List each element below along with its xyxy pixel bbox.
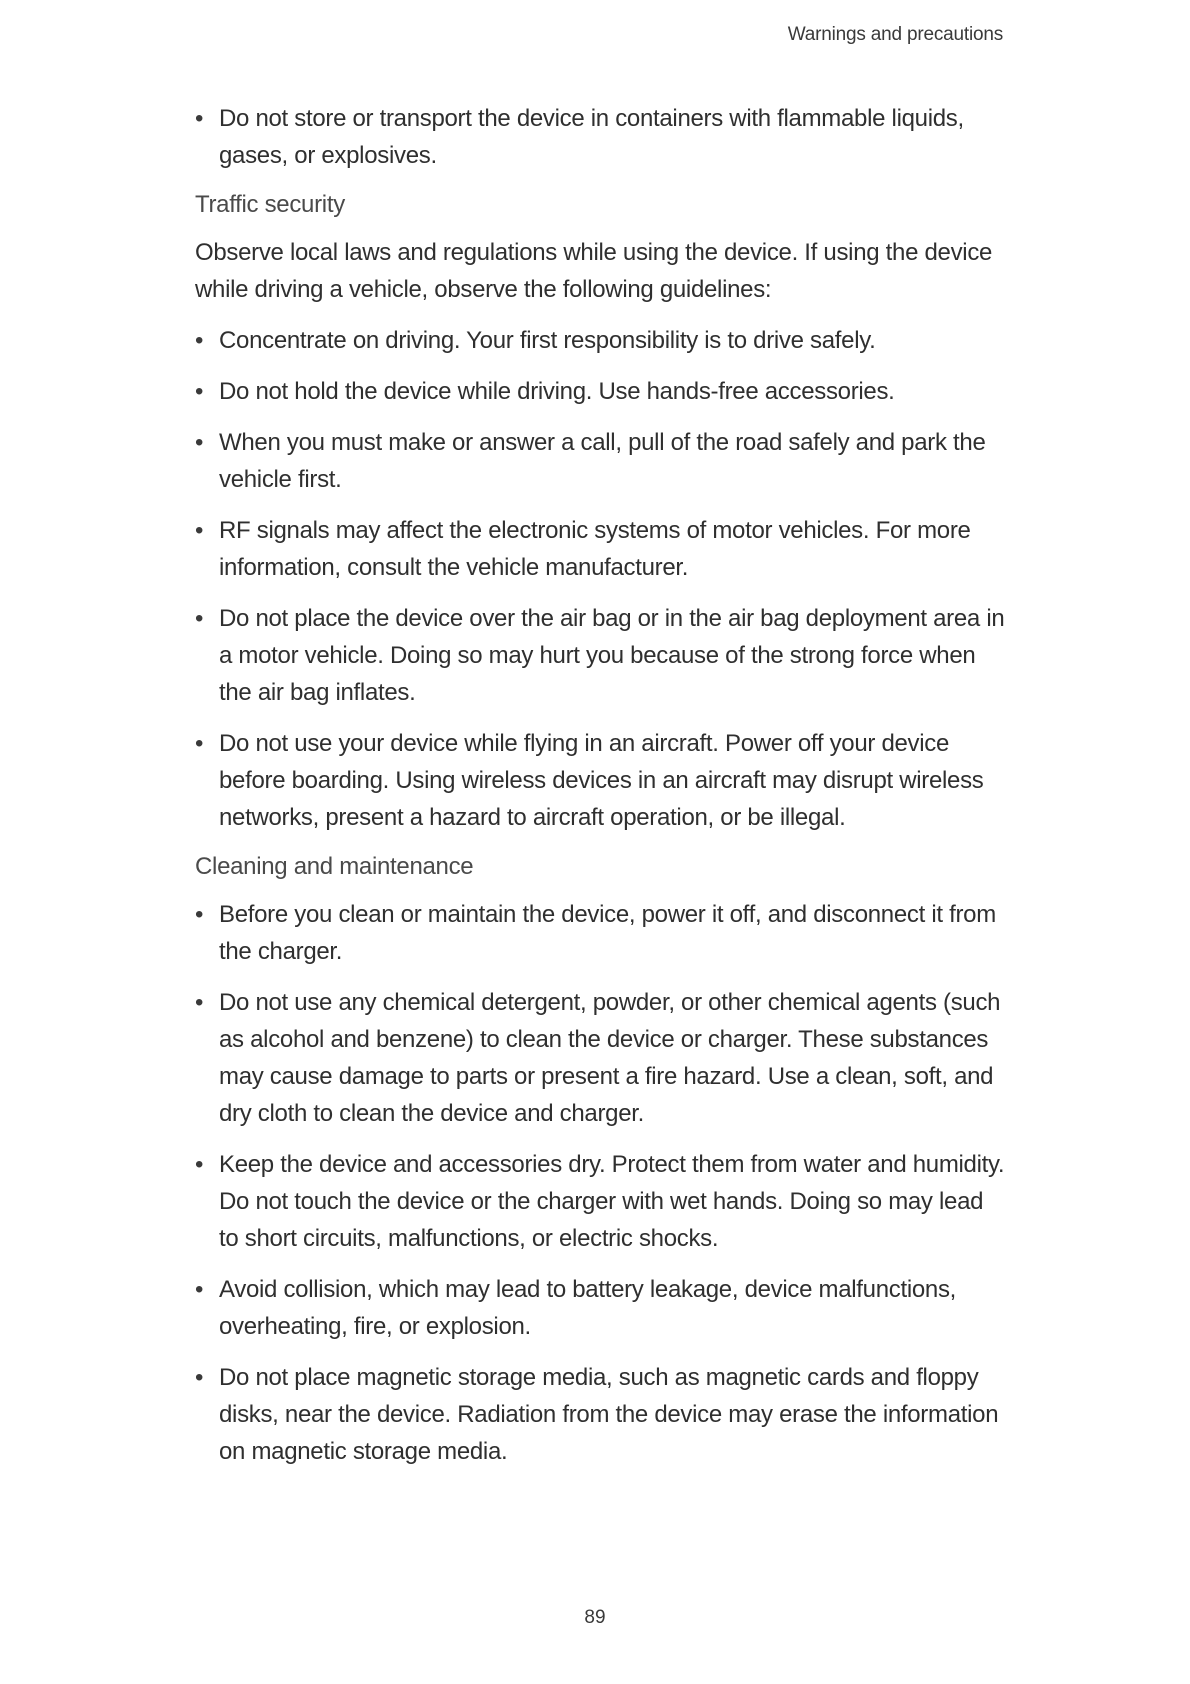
list-item (195, 424, 1005, 498)
section-heading-traffic-security: Traffic security (195, 191, 345, 218)
list-item-text: • Do not place magnetic storage media, such as magnetic cards and floppy disks, near the device. Radiation from the device may erase the information on magnetic storage media. (219, 1364, 999, 1465)
list-item (195, 100, 1005, 174)
list-item (195, 725, 1005, 836)
traffic-security-paragraph: Observe local laws and regulations while using the device. If using the device while driving a vehicle, observe the following guidelines: (195, 239, 993, 303)
list-item (195, 984, 1005, 1132)
list-item-text: • Before you clean or maintain the device, power it off, and disconnect it from the charger. (219, 901, 996, 965)
traffic-security-bullet-list (195, 322, 1005, 836)
list-item-text: • Concentrate on driving. Your first responsibility is to drive safely. (219, 327, 876, 354)
list-item (195, 322, 1005, 359)
page-content (195, 100, 1005, 1484)
section-heading-cleaning-maintenance: Cleaning and maintenance (195, 853, 474, 880)
page-number: 89 (584, 1607, 606, 1628)
list-item-text: • Do not use any chemical detergent, powder, or other chemical agents (such as alcohol and benzene) to clean the device or charger. These substances may cause damage to parts or present a fire hazard. Use a clean, soft, and dry cloth to clean the device and charger. (219, 989, 1001, 1127)
list-item (195, 512, 1005, 586)
running-header: Warnings and precautions (787, 24, 1003, 45)
list-item (195, 1271, 1005, 1345)
list-item-text: • When you must make or answer a call, pull of the road safely and park the vehicle first. (219, 429, 986, 493)
cleaning-maintenance-bullet-list (195, 896, 1005, 1470)
list-item-text: • RF signals may affect the electronic systems of motor vehicles. For more information, consult the vehicle manufacturer. (219, 517, 971, 581)
list-item (195, 896, 1005, 970)
list-item-text: • Avoid collision, which may lead to battery leakage, device malfunctions, overheating, fire, or explosion. (219, 1276, 957, 1340)
list-item (195, 1146, 1005, 1257)
list-item-text: • Keep the device and accessories dry. Protect them from water and humidity. Do not touch the device or the charger with wet hands. Doing so may lead to short circuits, malfunctions, or electric shocks. (219, 1151, 1005, 1252)
list-item-text: • Do not hold the device while driving. Use hands-free accessories. (219, 378, 895, 405)
list-item-text: • Do not store or transport the device in containers with flammable liquids, gases, or explosives. (219, 105, 964, 169)
list-item (195, 600, 1005, 711)
intro-bullet-list (195, 100, 1005, 174)
list-item-text: • Do not use your device while flying in an aircraft. Power off your device before boarding. Using wireless devices in an aircraft may disrupt wireless networks, present a hazard to aircraft operation, or be illegal. (219, 730, 984, 831)
list-item (195, 373, 1005, 410)
list-item-text: • Do not place the device over the air bag or in the air bag deployment area in a motor vehicle. Doing so may hurt you because of the strong force when the air bag inflates. (219, 605, 1005, 706)
list-item (195, 1359, 1005, 1470)
